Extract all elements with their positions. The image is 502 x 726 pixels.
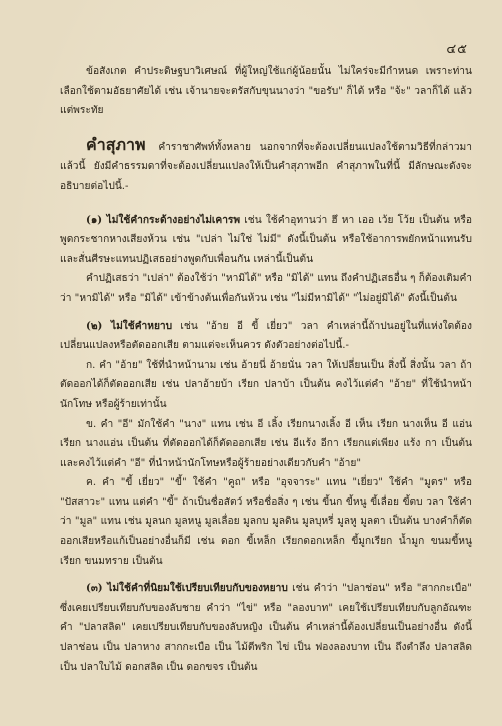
note-paragraph: ข้อสังเกต คำประดิษฐบาวิเศษณ์ ที่ผู้ใหญ่ใช้แก่ผู้น้อยนั้น ไม่ใคร่จะมีกำหนด เพราะท่านเลือกใช้ตามอัธยาศัยได้ เช่น เจ้านายจะตรัสกับขุนนางว่า "ขอรับ" ก็ได้ หรือ "จ้ะ" วลาก็ได้ แล้วแต่พระทัย [60,66,472,117]
rule-3-paragraph [60,579,472,677]
rule-2-item-a: ก. คำ "อ้าย" ใช้ที่นำหน้านาม เช่น อ้ายนี่ อ้ายนั่น วลา ให้เปลี่ยนเป็น สิ่งนี้ สิ่งนั้น วลา ถ้าตัดออกได้ก็ตัดออกเสีย เช่น ปลาอ้ายบ้า เรียก ปลาบ้า เป็นต้น คงไว้แต่คำ "อ้าย" ที่ใช้นำหน้านักโทษ หรือผู้ร้ายเท่านั้น [60,359,472,410]
rule-2-text: เช่น "อ้าย อี ขี้ เยี่ยว" วลา คำเหล่านี้ถ้าปนอยู่ในที่แห่งใดต้องเปลี่ยนแปลงหรือตัดออกเสีย ตามแต่จะเห็นควร ดังตัวอย่างต่อไปนี้.- [60,320,472,352]
page-content [60,62,472,677]
rule-2-paragraph [60,317,472,356]
section-polite-words [60,135,472,197]
section-heading: คำสุภาพ [86,134,146,154]
rule-2-heading: (๒) ไม่ใช้คำหยาบ [86,319,173,332]
rule-1-text: เช่น ใช้คำอุทานว่า ฮึ หา เออ เว้ย โว้ย เป็นต้น หรือพูดกระชากหางเสียงห้วน เช่น "เปล่า ไม่ใช่ ไม่มี" ดังนี้เป็นต้น หรือใช้อาการพยักหน้าแทนรับ และสั่นศีรษะแทนปฏิเสธอย่างพูดกับเพื่อนกัน เหล่านี้เป็นต้น [60,214,472,265]
rule-1-heading: (๑) ไม่ใช้คำกระด้างอย่างไม่เคารพ [86,213,241,226]
rule-1-detail: คำปฏิเสธว่า "เปล่า" ต้องใช้ว่า "หามิได้" หรือ "มิได้" แทน ถึงคำปฏิเสธอื่น ๆ ก็ต้องเติมคำว่า "หามิได้" หรือ "มิได้" เข้าข้างต้นเพื่อกันห้วน เช่น "ไม่มีหามิได้" "ไม่อยู่มิได้" ดังนี้เป็นต้น [60,273,472,304]
page-number: ๔๕ [446,42,468,57]
section-intro: คำราชาศัพท์ทั้งหลาย นอกจากที่จะต้องเปลี่ยนแปลงใช้ตามวิธีที่กล่าวมาแล้วนี้ ยังมีคำธรรมดาที่จะต้องเปลี่ยนแปลงให้เป็นคำสุภาพอีก คำสุภาพในที่นี้ มีลักษณะดังจะอธิบายต่อไปนี้.- [60,141,472,192]
rule-1-paragraph [60,211,472,270]
rule-3-text: เช่น คำว่า "ปลาช่อน" หรือ "สากกะเบือ" ซึ่งเคยเปรียบเทียบกับของลับชาย คำว่า "ไข่" หรือ "ลองบาท" เคยใช้เปรียบเทียบกับลูกอัณฑะ คำ "ปลาสลิด" เคยเปรียบเทียบกับของลับหญิง เป็นต้น คำเหล่านี้ต้องเปลี่ยนเป็นอย่างอื่น ดังนี้ ปลาช่อน เป็น ปลาหาง สากกะเบือ เป็น ไม้ตีพริก ไข่ เป็น ฟองลองบาท เป็น ถึงตำลึง ปลาสลิด เป็น ปลาใบไม้ ดอกสลิด เป็น ดอกขจร เป็นต้น [60,583,472,673]
rule-3-heading: (๓) ไม่ใช้คำที่นิยมใช้เปรียบเทียบกับของหยาบ [86,582,288,595]
rule-2-item-c: ค. คำ "ขี้ เยี่ยว" "ขี้" ใช้คำ "คูถ" หรือ "อุจจาระ" แทน "เยี่ยว" ใช้คำ "มูตร" หรือ "ปัสสาวะ" แทน แต่คำ "ขี้" ถ้าเป็นชื่อสัตว์ หรือชื่อสิ่ง ๆ เช่น ขี้นก ขี้หนู ขี้เลื่อย ขี้ตบ วลา ใช้คำว่า "มูล" แทน เช่น มูลนก มูลหนู มูลเลื่อย มูลกบ มูลดิน มูลบุหรี่ มูลหู มูลตา เป็นต้น บางคำก็ตัดออกเสียหรือแก้เป็นอย่างอื่นก็มี เช่น ดอก ขี้เหล็ก เรียกดอกเหล็ก ขี้มูกเรียก น้ำมูก ขนมขี้หนู เรียก ขนมทราย เป็นต้น [60,477,472,567]
rule-2-item-b: ข. คำ "อี" มักใช้คำ "นาง" แทน เช่น อี เลิ้ง เรียกนางเลิ้ง อี เห็น เรียก นางเห็น อี แอ่น เรียก นางแอ่น เป็นต้น ที่ตัดออกได้ก็ตัดออกเสีย เช่น อีแร้ง อีกา เรียกแต่เพียง แร้ง กา เป็นต้น และคงไว้แต่คำ "อี" ที่นำหน้านักโทษหรือผู้ร้ายอย่างเดียวกับคำ "อ้าย" [60,418,472,469]
